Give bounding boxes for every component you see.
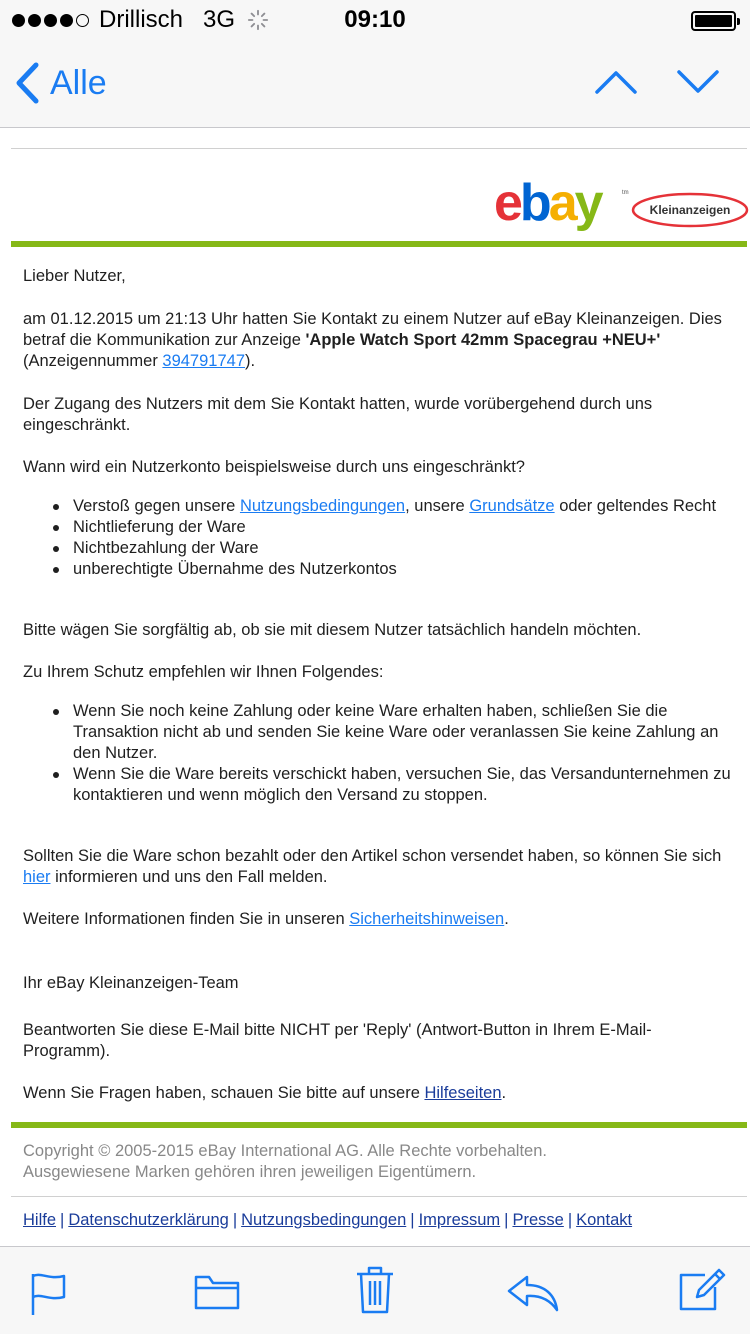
here-link[interactable]: hier [23, 868, 51, 886]
reply-icon[interactable] [505, 1273, 561, 1313]
back-label: Alle [50, 63, 107, 102]
paragraph-no-reply: Beantworten Sie diese E-Mail bitte NICHT per 'Reply' (Antwort-Button in Ihrem E-Mail-Programm). [23, 1021, 652, 1060]
list-item: Wenn Sie die Ware bereits verschickt haben, versuchen Sie, das Versandunternehmen zu kontaktieren und wenn möglich den Versand zu stoppen. [51, 764, 741, 806]
paragraph-advice: Bitte wägen Sie sorgfältig ab, ob sie mit diesem Nutzer tatsächlich handeln möchten. [23, 621, 642, 639]
ebay-kleinanzeigen-logo [494, 176, 750, 236]
paragraph-contact: am 01.12.2015 um 21:13 Uhr hatten Sie Kontakt zu einem Nutzer auf eBay Kleinanzeigen. Dies betraf die Kommunikation zur Anzeige 'Apple Watch Sport 42mm Spacegrau +NEU+' (Anzeigennummer 394791747). [23, 310, 722, 370]
footer-links: Hilfe | Datenschutzerklärung | Nutzungsbedingungen | Impressum | Presse | Kontakt [23, 1211, 633, 1229]
footer-link-privacy[interactable]: Datenschutzerklärung [68, 1211, 229, 1229]
svg-text:ebay: ebay [494, 176, 601, 232]
flag-icon[interactable] [28, 1271, 70, 1317]
list-item: unberechtigte Übernahme des Nutzerkontos [51, 559, 741, 580]
reasons-list [51, 496, 741, 580]
list-item: Nichtlieferung der Ware [51, 517, 741, 538]
logo-tm: tm [622, 190, 629, 196]
compose-icon[interactable] [677, 1265, 727, 1313]
question-heading: Wann wird ein Nutzerkonto beispielsweise durch uns eingeschränkt? [23, 458, 525, 476]
status-bar [0, 0, 750, 40]
terms-link[interactable]: Nutzungsbedingungen [239, 497, 406, 515]
clock: 09:10 [344, 6, 406, 33]
battery-icon [691, 11, 736, 31]
carrier-name: Drillisch [99, 6, 183, 33]
copyright [23, 1141, 737, 1183]
divider [11, 148, 747, 149]
footer-link-contact[interactable]: Kontakt [576, 1211, 633, 1229]
paragraph-already-paid: Sollten Sie die Ware schon bezahlt oder den Artikel schon versendet haben, so können Sie sich hier informieren und uns den Fall melden. [23, 847, 722, 886]
chevron-up-icon[interactable] [594, 68, 638, 96]
chevron-left-icon [14, 62, 40, 104]
list-item: Nichtbezahlung der Ware [51, 538, 741, 559]
chevron-down-icon[interactable] [676, 68, 720, 96]
ad-title: 'Apple Watch Sport 42mm Spacegrau +NEU+' [305, 331, 661, 349]
folder-icon[interactable] [193, 1273, 241, 1311]
security-tips-link[interactable]: Sicherheitshinweisen [349, 910, 505, 928]
divider [11, 1196, 747, 1197]
signature: Ihr eBay Kleinanzeigen-Team [23, 974, 239, 992]
logo-subtitle: Kleinanzeigen [649, 203, 731, 217]
navigation-bar [0, 40, 750, 128]
footer-link-help[interactable]: Hilfe [23, 1211, 57, 1229]
protection-intro: Zu Ihrem Schutz empfehlen wir Ihnen Folgendes: [23, 663, 384, 681]
paragraph-restricted: Der Zugang des Nutzers mit dem Sie Kontakt hatten, wurde vorübergehend durch uns eingeschränkt. [23, 395, 653, 434]
paragraph-help: Wenn Sie Fragen haben, schauen Sie bitte auf unsere Hilfeseiten. [23, 1084, 507, 1102]
trademark-line: Ausgewiesene Marken gehören ihren jeweiligen Eigentümern. [23, 1163, 477, 1181]
ad-number-link[interactable]: 394791747 [162, 352, 245, 370]
network-type: 3G [203, 6, 236, 33]
footer-link-terms[interactable]: Nutzungsbedingungen [241, 1211, 407, 1229]
trash-icon[interactable] [355, 1265, 395, 1315]
footer-link-imprint[interactable]: Impressum [418, 1211, 501, 1229]
footer-divider [11, 1122, 747, 1128]
principles-link[interactable]: Grundsätze [469, 497, 555, 515]
copyright-line: Copyright © 2005-2015 eBay International AG. Alle Rechte vorbehalten. [23, 1142, 547, 1160]
footer-link-press[interactable]: Presse [512, 1211, 564, 1229]
paragraph-more-info: Weitere Informationen finden Sie in unseren Sicherheitshinweisen. [23, 910, 509, 928]
list-item: Verstoß gegen unsere Nutzungsbedingungen, unsere Grundsätze oder geltendes Recht [51, 496, 741, 517]
help-pages-link[interactable]: Hilfeseiten [424, 1084, 502, 1102]
bottom-toolbar [0, 1246, 750, 1334]
protection-list [51, 701, 741, 806]
header-divider [11, 241, 747, 247]
list-item: Wenn Sie noch keine Zahlung oder keine Ware erhalten haben, schließen Sie die Transaktion nicht ab und senden Sie keine Ware oder veranlassen Sie keine Zahlung an den Nutzer. [51, 701, 741, 764]
greeting: Lieber Nutzer, [23, 267, 126, 285]
back-button[interactable] [14, 62, 107, 104]
